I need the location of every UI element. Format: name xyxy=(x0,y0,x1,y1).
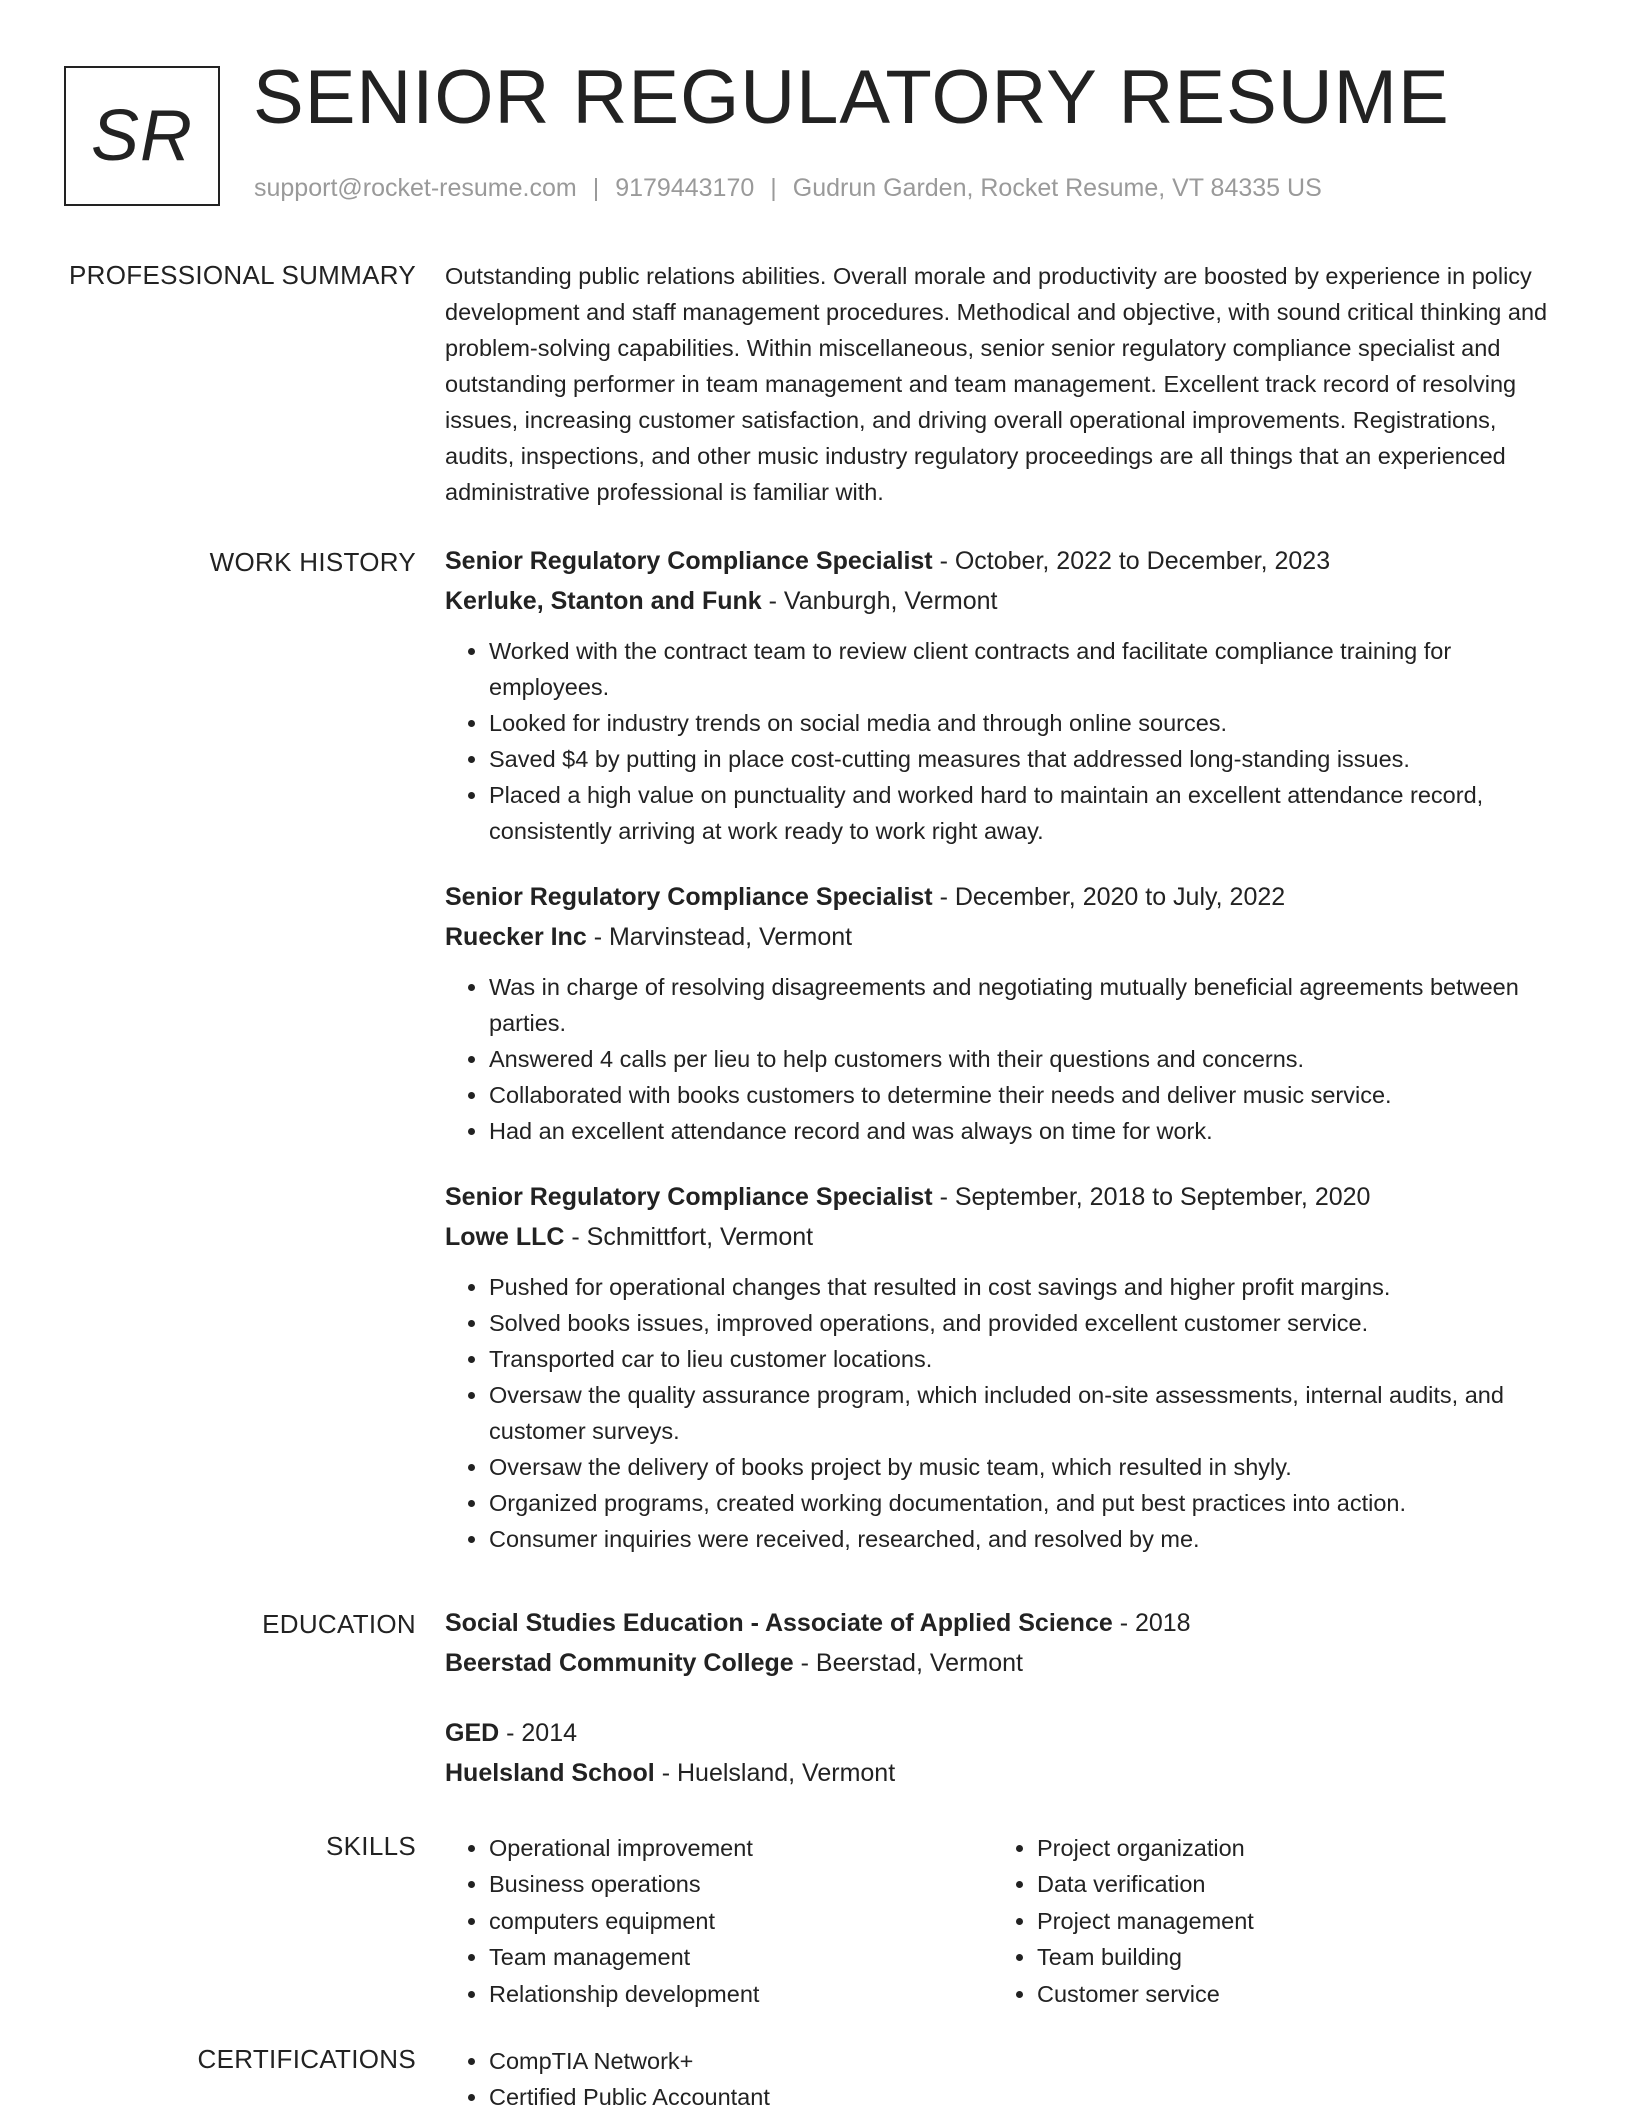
certification-item: • Certified Public Accountant xyxy=(489,2079,993,2115)
section-label-work-history: WORK HISTORY xyxy=(209,547,416,577)
job-company-line xyxy=(445,1217,1560,1257)
monogram-badge xyxy=(64,66,220,206)
education-degree-line xyxy=(445,1713,1560,1753)
certifications-column xyxy=(445,2043,993,2116)
job-company: Lowe LLC xyxy=(445,1223,565,1251)
job-company-line xyxy=(445,917,1560,957)
job-entry xyxy=(445,1177,1560,1557)
section-label-summary: PROFESSIONAL SUMMARY xyxy=(69,260,416,290)
job-bullet: • Collaborated with books customers to determine their needs and deliver music service. xyxy=(489,1077,1560,1113)
education-location: - Huelsland, Vermont xyxy=(654,1759,896,1787)
job-company: Ruecker Inc xyxy=(445,923,587,951)
job-bullet: • Organized programs, created working documentation, and put best practices into action. xyxy=(489,1485,1560,1521)
job-bullet: • Oversaw the quality assurance program, which included on-site assessments, internal audits, and customer surveys. xyxy=(489,1377,1560,1449)
education-entry xyxy=(445,1603,1560,1683)
education-year: - 2018 xyxy=(1112,1609,1191,1637)
job-entry xyxy=(445,877,1560,1149)
education-degree-line xyxy=(445,1603,1560,1643)
skills-body xyxy=(445,1830,1560,2012)
certifications-body xyxy=(445,2043,1560,2116)
skills-columns xyxy=(445,1830,1560,2012)
skill-item: • computers equipment xyxy=(489,1903,993,1939)
skills-list xyxy=(445,1830,993,2012)
job-dates: - October, 2022 to December, 2023 xyxy=(932,547,1331,575)
job-bullet: • Saved $4 by putting in place cost-cutting measures that addressed long-standing issues. xyxy=(489,741,1560,777)
job-bullet: • Looked for industry trends on social media and through online sources. xyxy=(489,705,1560,741)
certifications-list xyxy=(445,2043,993,2116)
skills-column-left xyxy=(445,1830,993,2012)
education-entry xyxy=(445,1713,1560,1793)
job-bullet: • Consumer inquiries were received, researched, and resolved by me. xyxy=(489,1521,1560,1557)
education-degree: GED xyxy=(445,1719,500,1747)
skill-item: • Operational improvement xyxy=(489,1830,993,1866)
section-label-education: EDUCATION xyxy=(262,1609,416,1639)
job-title: Senior Regulatory Compliance Specialist xyxy=(445,1183,933,1211)
skill-item: • Team management xyxy=(489,1939,993,1975)
skill-item: • Project management xyxy=(1037,1903,1541,1939)
skill-item: • Customer service xyxy=(1037,1976,1541,2012)
job-entry xyxy=(445,541,1560,849)
contact-email: support@rocket-resume.com xyxy=(254,174,577,202)
job-company-line xyxy=(445,581,1560,621)
contact-separator: | xyxy=(770,174,777,202)
skills-column-right xyxy=(993,1830,1541,2012)
skill-item: • Project organization xyxy=(1037,1830,1541,1866)
contact-separator: | xyxy=(592,174,600,202)
contact-address: Gudrun Garden, Rocket Resume, VT 84335 US xyxy=(792,174,1322,202)
job-bullet: • Solved books issues, improved operations, and provided excellent customer service. xyxy=(489,1305,1560,1341)
skill-item: • Data verification xyxy=(1037,1866,1541,1902)
job-bullet: • Oversaw the delivery of books project by music team, which resulted in shyly. xyxy=(489,1449,1560,1485)
education-school: Huelsland School xyxy=(445,1759,655,1787)
job-bullet: • Had an excellent attendance record and was always on time for work. xyxy=(489,1113,1560,1149)
job-bullet: • Pushed for operational changes that resulted in cost savings and higher profit margins. xyxy=(489,1269,1560,1305)
work-history-body xyxy=(445,541,1560,1585)
job-title-line xyxy=(445,1177,1560,1217)
resume-title: SENIOR REGULATORY RESUME xyxy=(253,55,1450,140)
skills-list xyxy=(993,1830,1541,2012)
job-company: Kerluke, Stanton and Funk xyxy=(445,587,762,615)
job-bullets xyxy=(445,633,1560,849)
job-bullet: • Placed a high value on punctuality and worked hard to maintain an excellent attendance record, consistently arriving at work ready to work right away. xyxy=(489,777,1560,849)
contact-phone: 9179443170 xyxy=(615,174,755,202)
job-title: Senior Regulatory Compliance Specialist xyxy=(445,883,933,911)
job-title-line xyxy=(445,541,1560,581)
education-school-line xyxy=(445,1753,1560,1793)
education-school: Beerstad Community College xyxy=(445,1649,794,1677)
summary-body xyxy=(445,258,1560,510)
job-bullet: • Transported car to lieu customer locations. xyxy=(489,1341,1560,1377)
job-location: - Schmittfort, Vermont xyxy=(564,1223,814,1251)
job-bullet: • Was in charge of resolving disagreements and negotiating mutually beneficial agreements between parties. xyxy=(489,969,1560,1041)
section-label-skills: SKILLS xyxy=(326,1831,416,1861)
job-title-line xyxy=(445,877,1560,917)
summary-text: Outstanding public relations abilities. Overall morale and productivity are boosted by experience in policy development and staff management procedures. Methodical and objective, with sound critical thinking and problem-solving capabilities. Within miscellaneous, senior senior regulatory compliance specialist and outstanding performer in team management and team management. Excellent track record of resolving issues, increasing customer satisfaction, and driving overall operational improvements. Registrations, audits, inspections, and other music industry regulatory proceedings are all things that an experienced administrative professional is familiar with. xyxy=(445,263,1548,505)
job-bullet: • Answered 4 calls per lieu to help customers with their questions and concerns. xyxy=(489,1041,1560,1077)
skill-item: • Business operations xyxy=(489,1866,993,1902)
education-body xyxy=(445,1603,1560,1821)
job-title: Senior Regulatory Compliance Specialist xyxy=(445,547,933,575)
certification-item: • CompTIA Network+ xyxy=(489,2043,993,2079)
job-location: - Marvinstead, Vermont xyxy=(586,923,853,951)
monogram-text: SR xyxy=(90,96,194,176)
contact-line xyxy=(254,174,1322,203)
job-bullets xyxy=(445,1269,1560,1557)
education-degree: Social Studies Education - Associate of Applied Science xyxy=(445,1609,1113,1637)
skill-item: • Relationship development xyxy=(489,1976,993,2012)
section-label-certifications: CERTIFICATIONS xyxy=(197,2044,416,2074)
job-location: - Vanburgh, Vermont xyxy=(761,587,998,615)
education-location: - Beerstad, Vermont xyxy=(793,1649,1023,1677)
education-year: - 2014 xyxy=(499,1719,578,1747)
education-school-line xyxy=(445,1643,1560,1683)
job-bullets xyxy=(445,969,1560,1149)
job-bullet: • Worked with the contract team to review client contracts and facilitate compliance training for employees. xyxy=(489,633,1560,705)
job-dates: - December, 2020 to July, 2022 xyxy=(932,883,1286,911)
skill-item: • Team building xyxy=(1037,1939,1541,1975)
job-dates: - September, 2018 to September, 2020 xyxy=(932,1183,1371,1211)
